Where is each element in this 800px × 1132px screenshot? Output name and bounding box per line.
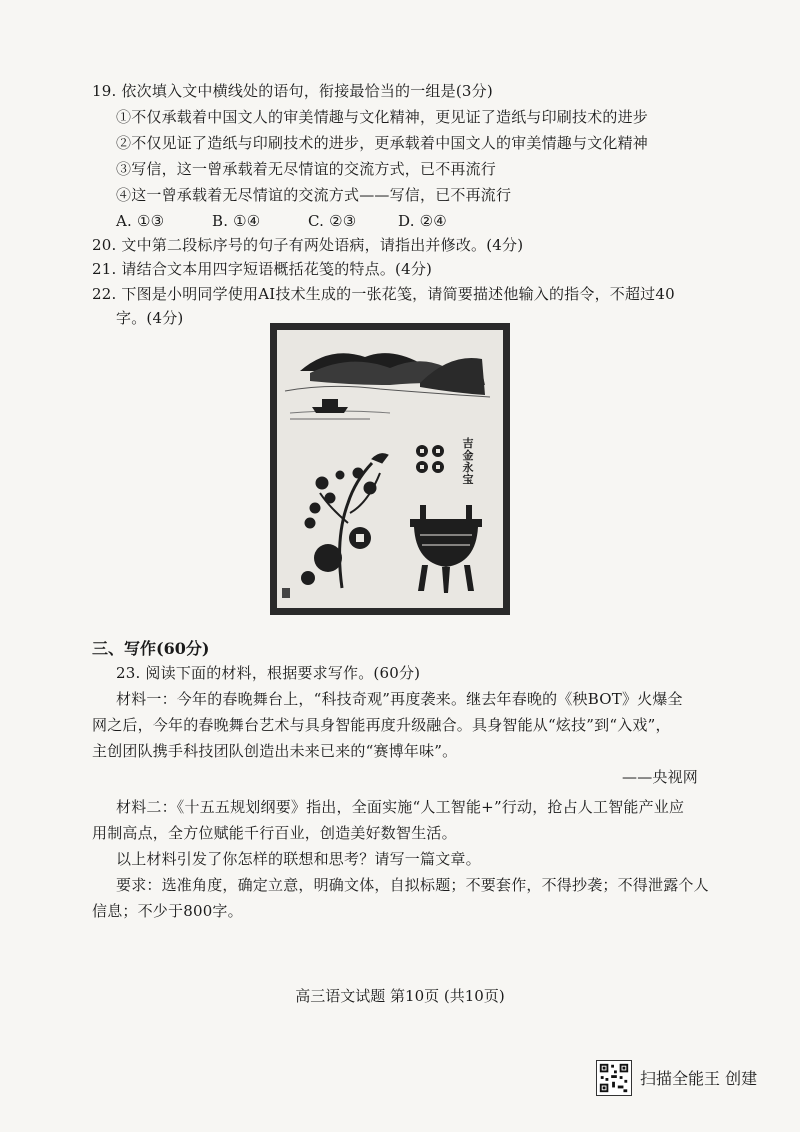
q21: 21. 请结合文本用四字短语概括花笺的特点。(4分) [92,260,433,278]
scanner-label: 扫描全能王 创建 [640,1069,758,1088]
q19-choice-a: A. ①③ [116,212,165,230]
q19-option-2: ②不仅见证了造纸与印刷技术的进步，更承载着中国文人的审美情趣与文化精神 [116,134,649,152]
q19-choice-d: D. ②④ [398,212,447,230]
q23-requirements-line1: 要求：选准角度，确定立意，明确文体，自拟标题；不要套作，不得抄袭；不得泄露个人 [116,876,709,894]
q19-choice-c: C. ②③ [308,212,357,230]
seal-stamp-icon [282,588,290,598]
q19-option-3: ③写信，这一曾承载着无尽情谊的交流方式，已不再流行 [116,160,497,178]
coin-inscription: 吉金永宝 [462,437,474,486]
q23-material1-line1: 材料一：今年的春晚舞台上，“科技奇观”再度袭来。继去年春晚的《秧BOT》火爆全 [116,690,683,708]
q23-material1-line2: 网之后，今年的春晚舞台艺术与具身智能再度升级融合。具身智能从“炫技”到“入戏”， [92,716,671,734]
q19-stem: 19. 依次填入文中横线处的语句，衔接最恰当的一组是(3分) [92,82,493,100]
q23-stem: 23. 阅读下面的材料，根据要求写作。(60分) [116,664,421,682]
scanner-watermark [596,1060,786,1100]
q23-material2-line2: 用制高点，全方位赋能千行百业，创造美好数智生活。 [92,824,457,842]
q19-choice-b: B. ①④ [212,212,261,230]
q23-material2-line1: 材料二：《十五五规划纲要》指出，全面实施“人工智能+”行动，抢占人工智能产业应 [116,798,685,816]
q22-line1: 22. 下图是小明同学使用AI技术生成的一张花笺，请简要描述他输入的指令，不超过40 [92,285,675,303]
q23-prompt: 以上材料引发了你怎样的联想和思考？请写一篇文章。 [116,850,481,868]
q19-option-1: ①不仅承载着中国文人的审美情趣与文化精神，更见证了造纸与印刷技术的进步 [116,108,649,126]
q22-line2: 字。(4分) [116,309,184,327]
q19-option-4: ④这一曾承载着无尽情谊的交流方式——写信，已不再流行 [116,186,512,204]
page-footer: 高三语文试题 第10页 (共10页) [295,987,505,1005]
q23-requirements-line2: 信息；不少于800字。 [92,902,243,920]
qr-code-icon [596,1060,632,1096]
q20: 20. 文中第二段标序号的句子有两处语病，请指出并修改。(4分) [92,236,524,254]
q23-material1-source: ——央视网 [622,768,699,786]
section-writing-title: 三、写作(60分) [92,639,210,658]
q23-material1-line3: 主创团队携手科技团队创造出未来已来的“赛博年味”。 [92,742,458,760]
